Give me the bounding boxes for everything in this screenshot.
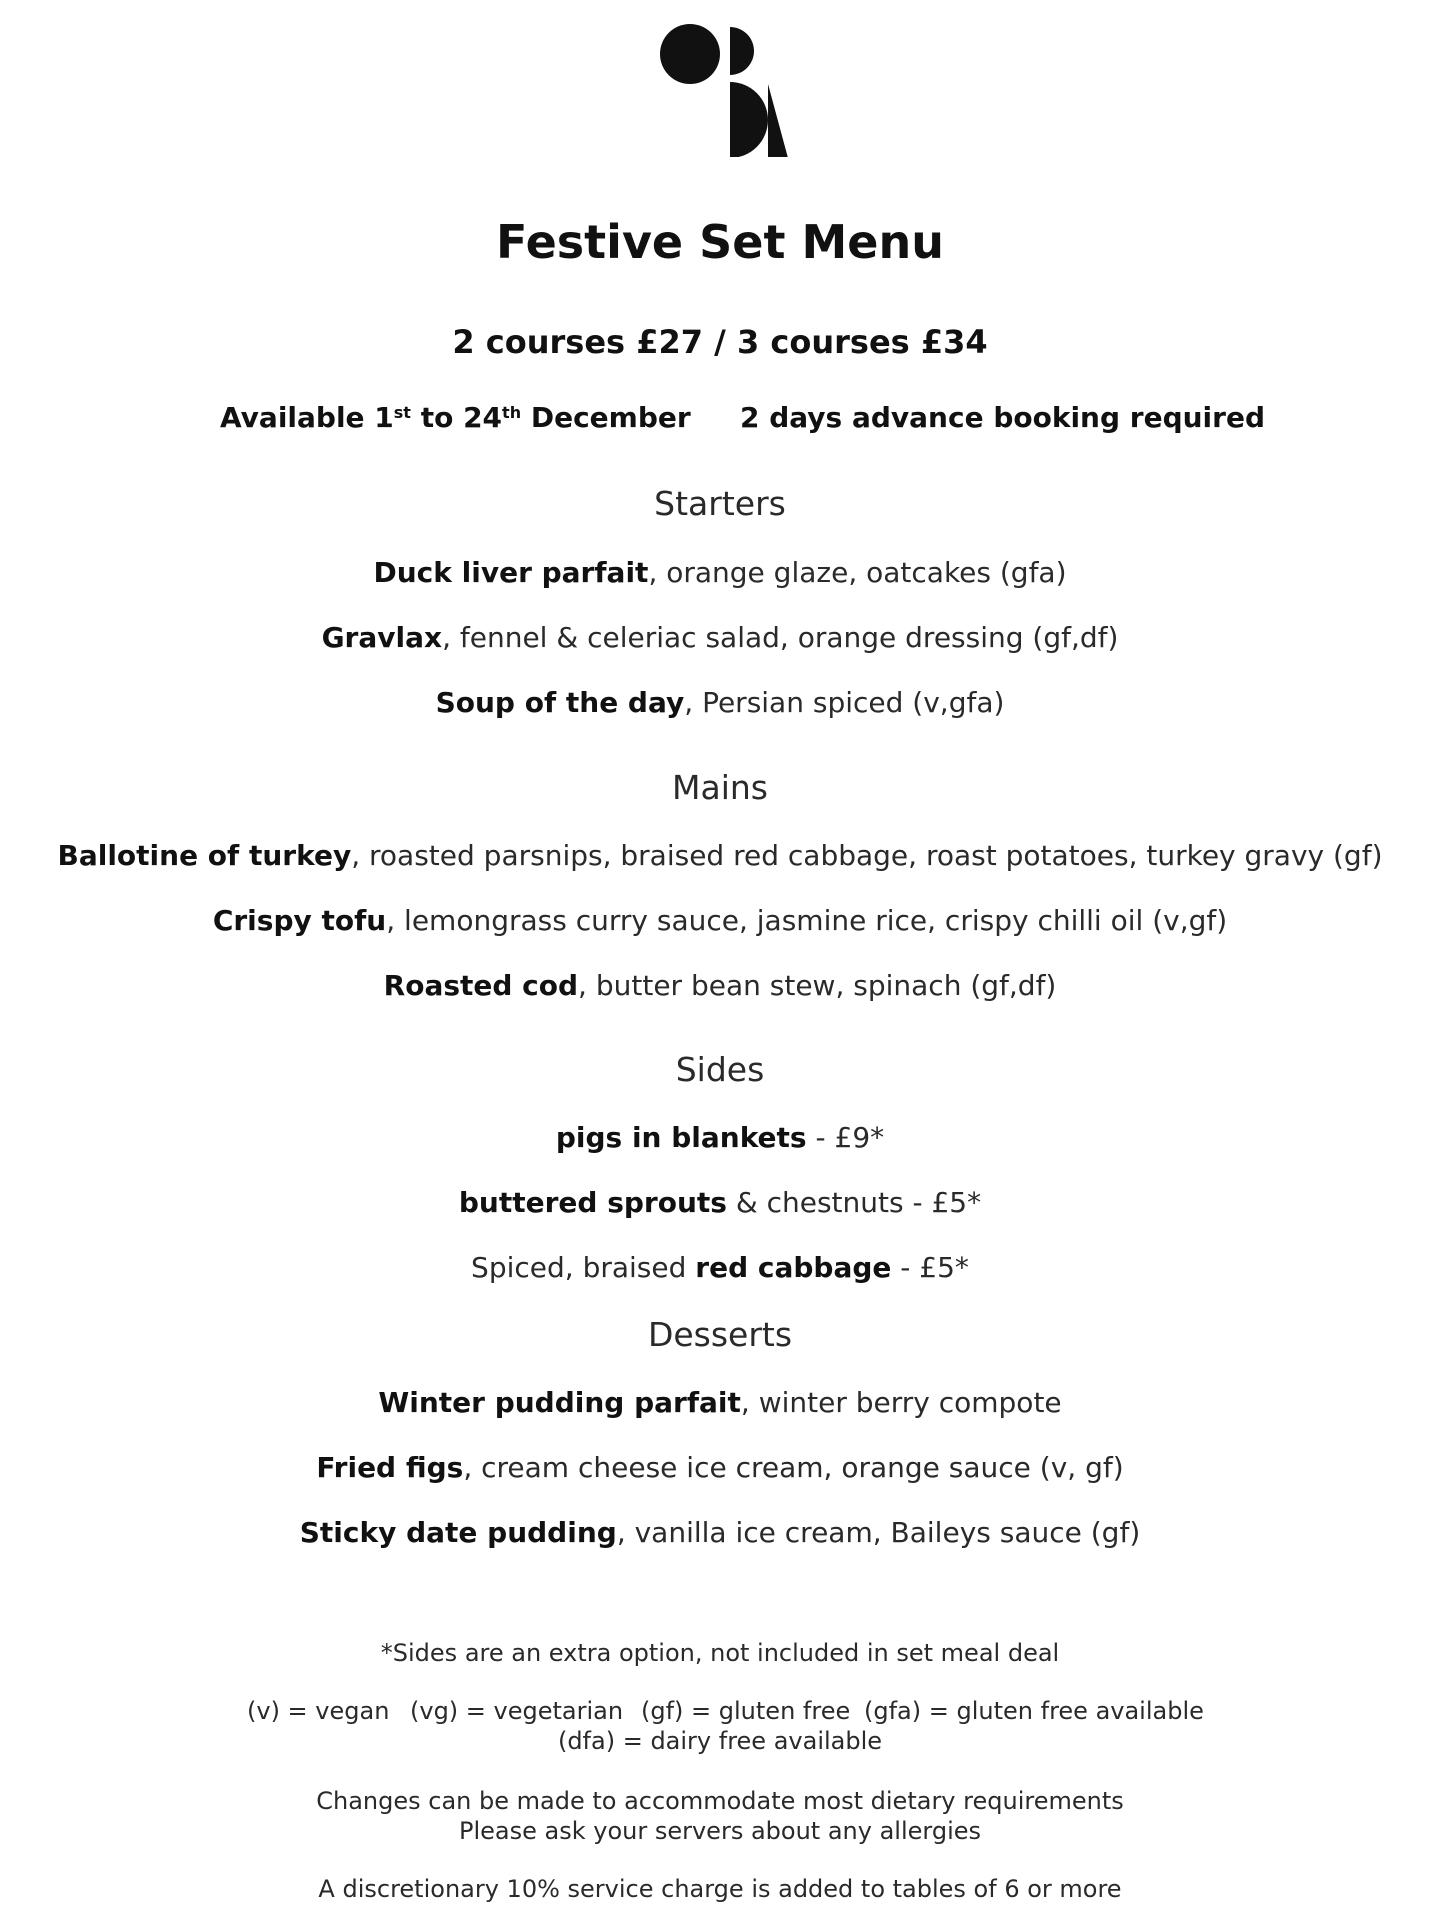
dish-item [0, 969, 1440, 1002]
logo-lower-bowl [730, 82, 768, 157]
oba-logo [660, 22, 790, 157]
side-name: pigs in blankets [555, 1121, 807, 1154]
side-desc: & chestnuts - £5* [726, 1186, 982, 1219]
dish-desc: , butter bean stew, spinach (gf,df) [578, 969, 1057, 1002]
dish-name: Soup of the day [435, 686, 685, 719]
dish-item [0, 1386, 1440, 1419]
dish-name: Duck liver parfait [373, 556, 649, 589]
booking-notice: 2 days advance booking required [740, 401, 1265, 434]
logo-wedge [768, 84, 788, 157]
availability-sup-th: th [502, 403, 522, 422]
dish-item [0, 556, 1440, 589]
legend-vegan: (v) = vegan [247, 1697, 390, 1725]
dish-desc: , lemongrass curry sauce, jasmine rice, crispy chilli oil (v,gf) [386, 904, 1228, 937]
menu-title: Festive Set Menu [496, 215, 944, 269]
logo-circle [660, 24, 720, 84]
side-name: red cabbage [695, 1251, 892, 1284]
dish-desc: , orange glaze, oatcakes (gfa) [648, 556, 1067, 589]
availability-middle: to 24 [410, 401, 503, 434]
dish-name: Roasted cod [383, 969, 579, 1002]
side-prefix: Spiced, braised [471, 1251, 696, 1284]
availability-prefix: Available 1 [220, 401, 394, 434]
section-heading-starters: Starters [654, 484, 786, 523]
dish-desc: , Persian spiced (v,gfa) [684, 686, 1005, 719]
section-heading-sides: Sides [675, 1050, 765, 1089]
legend-gluten-free: (gf) = gluten free [641, 1697, 851, 1725]
logo-upper-bowl [730, 27, 754, 75]
side-item [0, 1251, 1440, 1284]
availability-dates [220, 401, 691, 434]
dish-name: Crispy tofu [212, 904, 387, 937]
side-desc: - £9* [806, 1121, 885, 1154]
dish-item [0, 621, 1440, 654]
price-line: 2 courses £27 / 3 courses £34 [452, 323, 988, 361]
legend-gluten-free-available: (gfa) = gluten free available [864, 1697, 1204, 1725]
section-heading-desserts: Desserts [647, 1315, 793, 1354]
legend-vegetarian: (vg) = vegetarian [410, 1697, 624, 1725]
dish-item [0, 686, 1440, 719]
availability-sup-st: st [393, 403, 411, 422]
dish-name: Ballotine of turkey [57, 839, 352, 872]
service-charge-note: A discretionary 10% service charge is added to tables of 6 or more [318, 1875, 1122, 1903]
side-desc: - £5* [891, 1251, 969, 1284]
dish-item [0, 839, 1440, 872]
side-item [0, 1121, 1440, 1154]
dish-item [0, 904, 1440, 937]
dish-name: Winter pudding parfait [378, 1386, 741, 1419]
dish-item [0, 1451, 1440, 1484]
dish-desc: , winter berry compote [740, 1386, 1062, 1419]
dish-desc: , roasted parsnips, braised red cabbage, roast potatoes, turkey gravy (gf) [351, 839, 1383, 872]
dish-item [0, 1516, 1440, 1549]
side-item [0, 1186, 1440, 1219]
dietary-note-line1: Changes can be made to accommodate most dietary requirements [316, 1787, 1124, 1815]
dish-desc: , cream cheese ice cream, orange sauce (v, gf) [463, 1451, 1124, 1484]
dish-desc: , fennel & celeriac salad, orange dressing (gf,df) [442, 621, 1119, 654]
side-name: buttered sprouts [458, 1186, 727, 1219]
dietary-note-line2: Please ask your servers about any allergies [459, 1817, 981, 1845]
dish-name: Gravlax [321, 621, 443, 654]
dish-name: Fried figs [316, 1451, 464, 1484]
availability-suffix: December [521, 401, 691, 434]
section-heading-mains: Mains [672, 768, 768, 807]
dish-desc: , vanilla ice cream, Baileys sauce (gf) [616, 1516, 1141, 1549]
sides-note: *Sides are an extra option, not included in set meal deal [380, 1639, 1060, 1667]
dish-name: Sticky date pudding [299, 1516, 617, 1549]
legend-dairy-free-available: (dfa) = dairy free available [557, 1727, 883, 1755]
